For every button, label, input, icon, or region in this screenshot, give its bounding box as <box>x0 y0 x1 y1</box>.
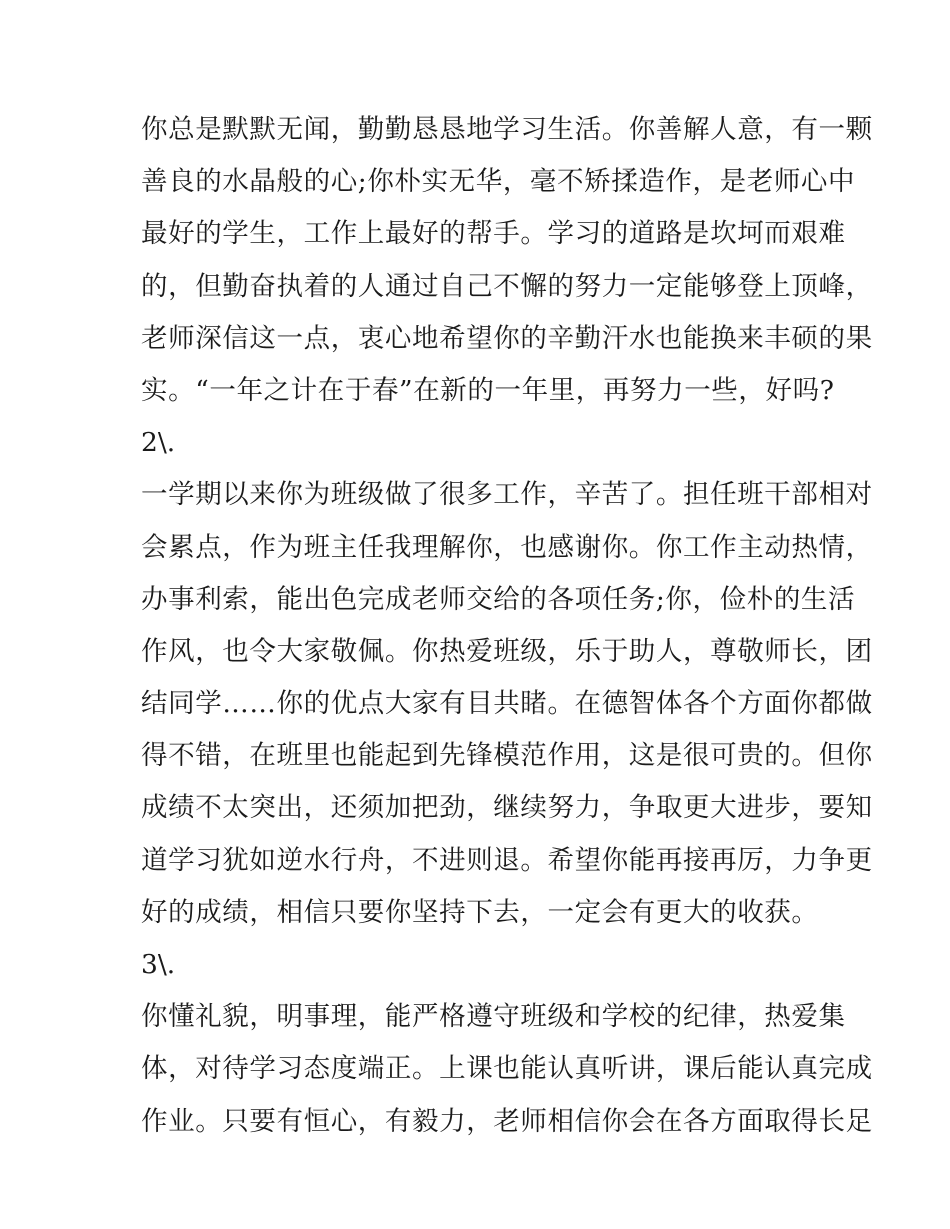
text-line: 结同学……你的优点大家有目共睹。在德智体各个方面你都做 <box>141 688 873 720</box>
text-line: 实。“一年之计在于春”在新的一年里，再努力一些，好吗? <box>141 374 835 406</box>
text-line: 老师深信这一点，衷心地希望你的辛勤汗水也能换来丰硕的果 <box>141 322 873 354</box>
text-line: 办事利索，能出色完成老师交给的各项任务;你，俭朴的生活 <box>141 583 856 615</box>
text-line: 你懂礼貌，明事理，能严格遵守班级和学校的纪律，热爱集 <box>141 1001 846 1033</box>
text-line: 作业。只要有恒心，有毅力，老师相信你会在各方面取得长足 <box>141 1105 873 1137</box>
text-line: 一学期以来你为班级做了很多工作，辛苦了。担任班干部相对 <box>141 479 873 511</box>
text-line: 善良的水晶般的心;你朴实无华，毫不矫揉造作，是老师心中 <box>141 166 856 198</box>
text-line: 最好的学生，工作上最好的帮手。学习的道路是坎坷而艰难 <box>141 218 846 250</box>
text-line: 得不错，在班里也能起到先锋模范作用，这是很可贵的。但你 <box>141 740 873 772</box>
text-line: 作风，也令大家敬佩。你热爱班级，乐于助人，尊敬师长，团 <box>141 635 873 667</box>
item-number: 3\. <box>141 949 176 980</box>
text-line: 成绩不太突出，还须加把劲，继续努力，争取更大进步，要知 <box>141 792 873 824</box>
text-line: 你总是默默无闻，勤勤恳恳地学习生活。你善解人意，有一颗 <box>141 114 873 145</box>
text-line: 的，但勤奋执着的人通过自己不懈的努力一定能够登上顶峰， <box>141 270 873 302</box>
document-body <box>141 104 873 1148</box>
text-line: 道学习犹如逆水行舟，不进则退。希望你能再接再厉，力争更 <box>141 844 873 876</box>
item-number: 2\. <box>141 427 176 459</box>
text-line: 会累点，作为班主任我理解你，也感谢你。你工作主动热情， <box>141 531 873 563</box>
text-line: 好的成绩，相信只要你坚持下去，一定会有更大的收获。 <box>141 896 819 928</box>
text-line: 体，对待学习态度端正。上课也能认真听讲，课后能认真完成 <box>141 1053 873 1085</box>
